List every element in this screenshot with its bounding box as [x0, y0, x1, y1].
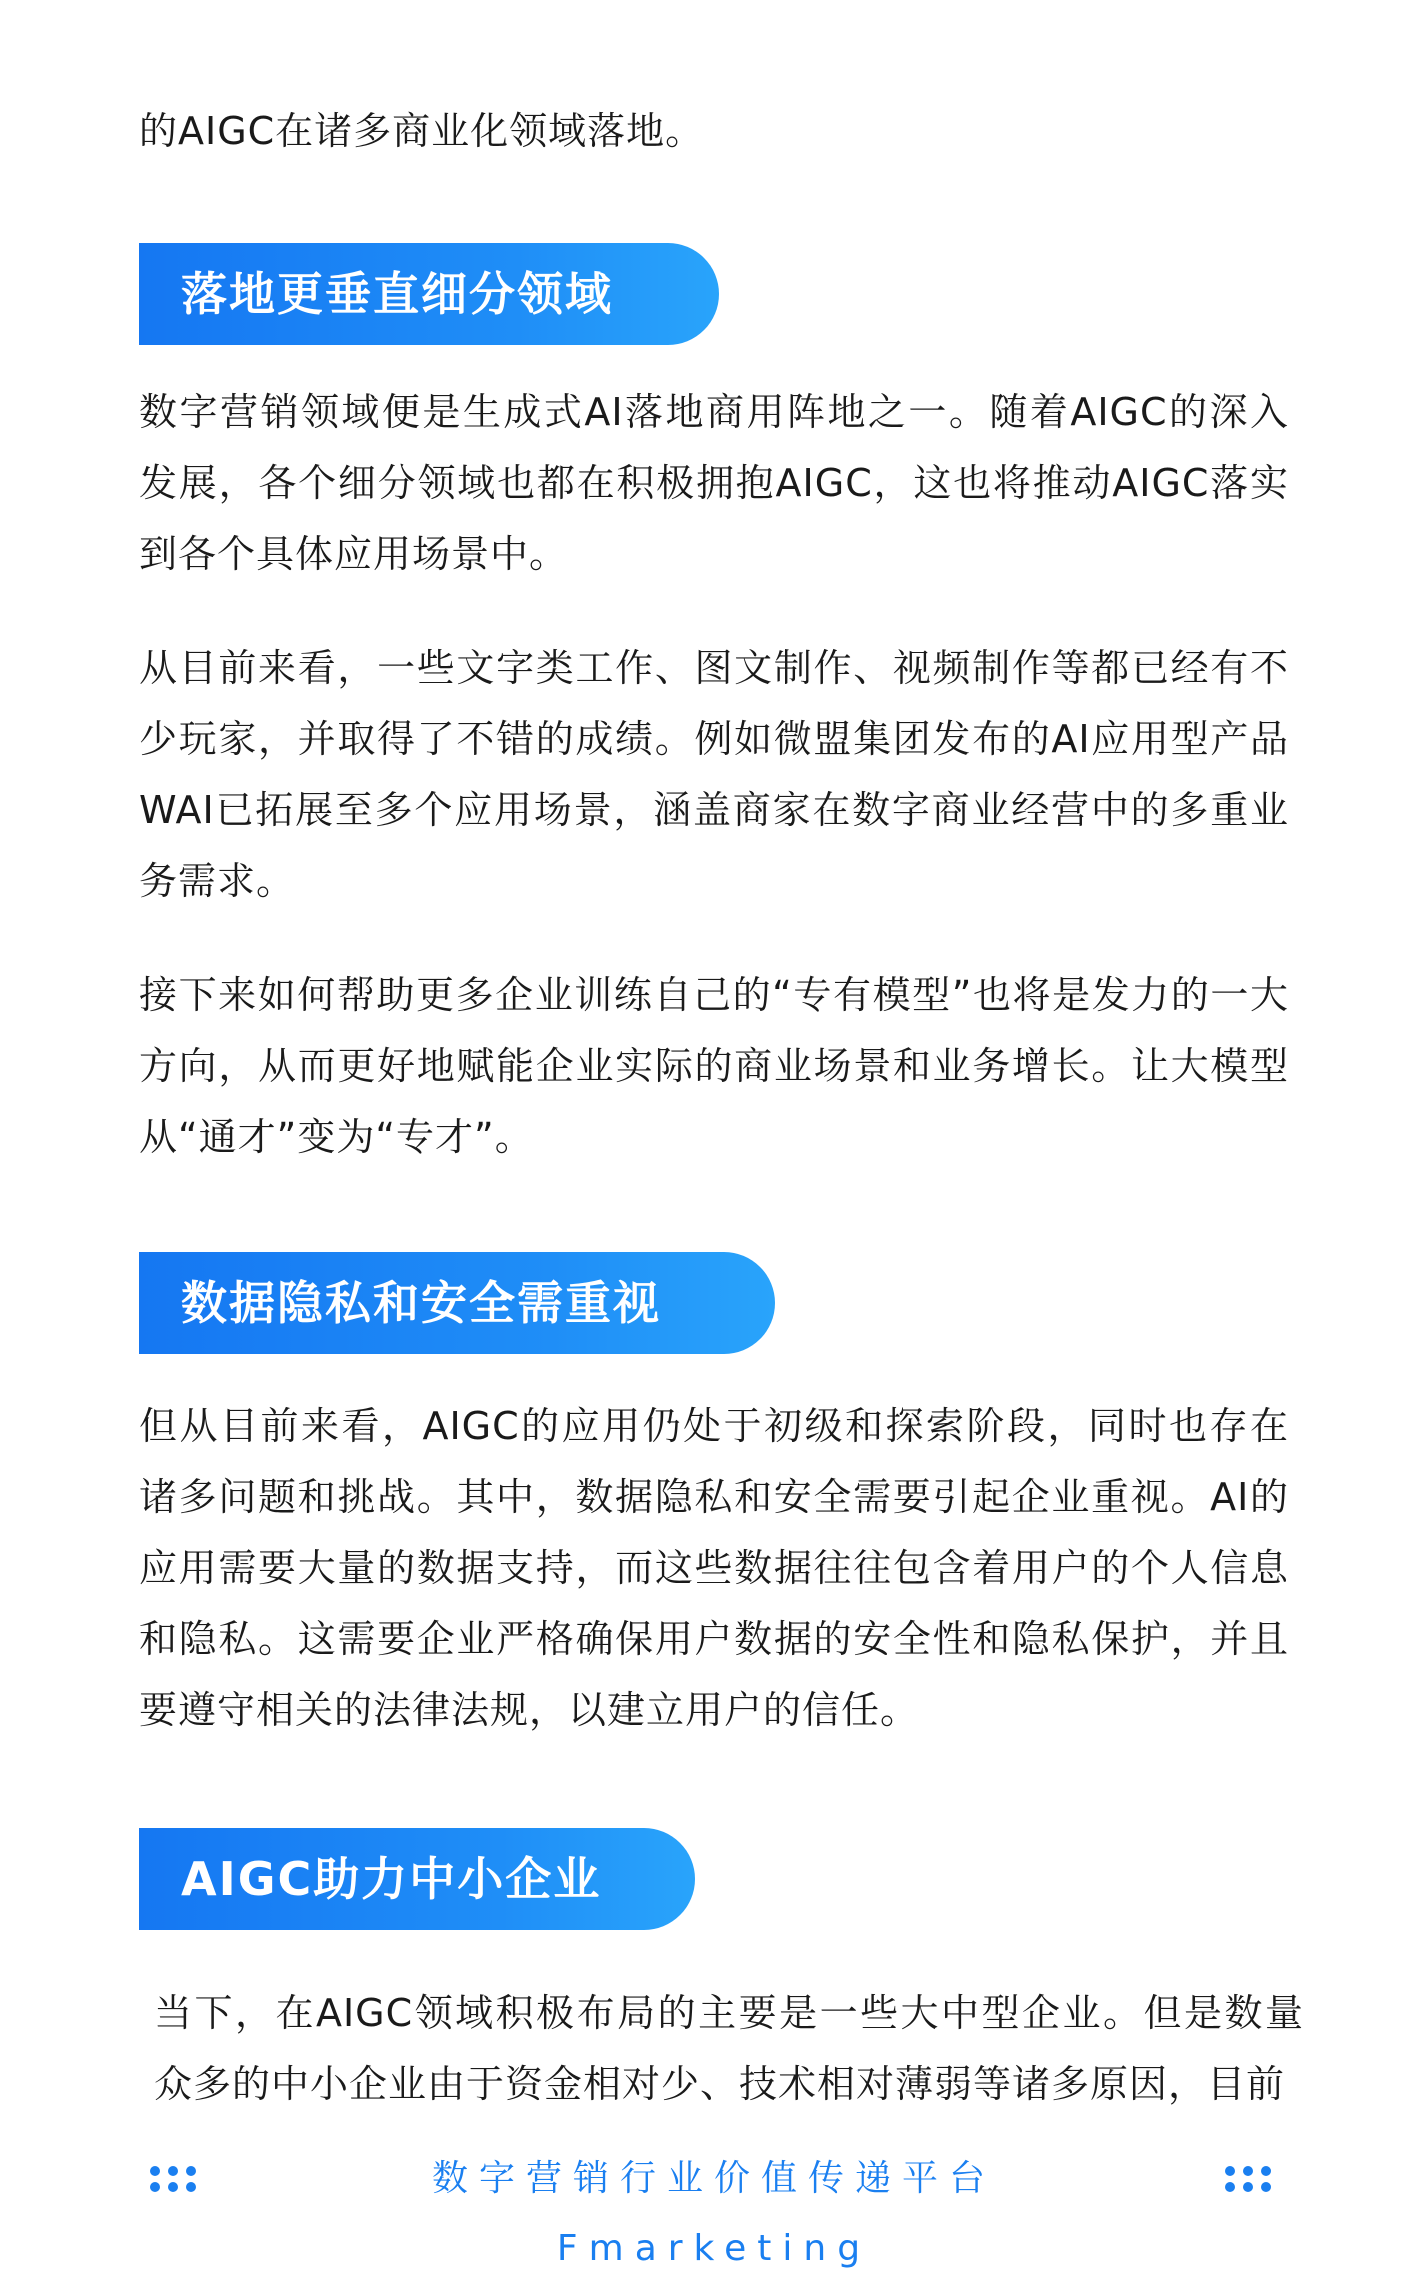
- footer-dots-right-icon: [1225, 2166, 1281, 2192]
- footer-slogan: 数字营销行业价值传递平台Fmarketing: [431, 2158, 996, 2269]
- section1-paragraph-2: 从目前来看，一些文字类工作、图文制作、视频制作等都已经有不少玩家，并取得了不错的成绩。例如微盟集团发布的AI应用型产品WAI已拓展至多个应用场景，涵盖商家在数字商业经营中的多重业务需求。: [139, 646, 1289, 903]
- section-heading-aigc-smb: AIGC助力中小企业: [139, 1828, 695, 1930]
- section-heading-vertical-niches: 落地更垂直细分领域: [139, 243, 719, 345]
- section3-paragraph-1: 当下，在AIGC领域积极布局的主要是一些大中型企业。但是数量众多的中小企业由于资金相对少、技术相对薄弱等诸多原因，目前: [154, 1991, 1304, 2106]
- footer-dots-left-icon: [150, 2166, 206, 2192]
- section1-paragraph-1: 数字营销领域便是生成式AI落地商用阵地之一。随着AIGC的深入发展，各个细分领域也都在积极拥抱AIGC，这也将推动AIGC落实到各个具体应用场景中。: [139, 390, 1289, 576]
- section1-paragraph-3: 接下来如何帮助更多企业训练自己的“专有模型”也将是发力的一大方向，从而更好地赋能企业实际的商业场景和业务增长。让大模型从“通才”变为“专才”。: [139, 973, 1289, 1159]
- section2-paragraph-1: 但从目前来看，AIGC的应用仍处于初级和探索阶段，同时也存在诸多问题和挑战。其中，数据隐私和安全需要引起企业重视。AI的应用需要大量的数据支持，而这些数据往往包含着用户的个人信息和隐私。这需要企业严格确保用户数据的安全性和隐私保护，并且要遵守相关的法律法规，以建立用户的信任。: [139, 1404, 1289, 1732]
- intro-paragraph-tail: 的AIGC在诸多商业化领域落地。: [139, 109, 705, 153]
- footer-bar: [0, 2144, 1428, 2269]
- section-heading-data-privacy: 数据隐私和安全需重视: [139, 1252, 775, 1354]
